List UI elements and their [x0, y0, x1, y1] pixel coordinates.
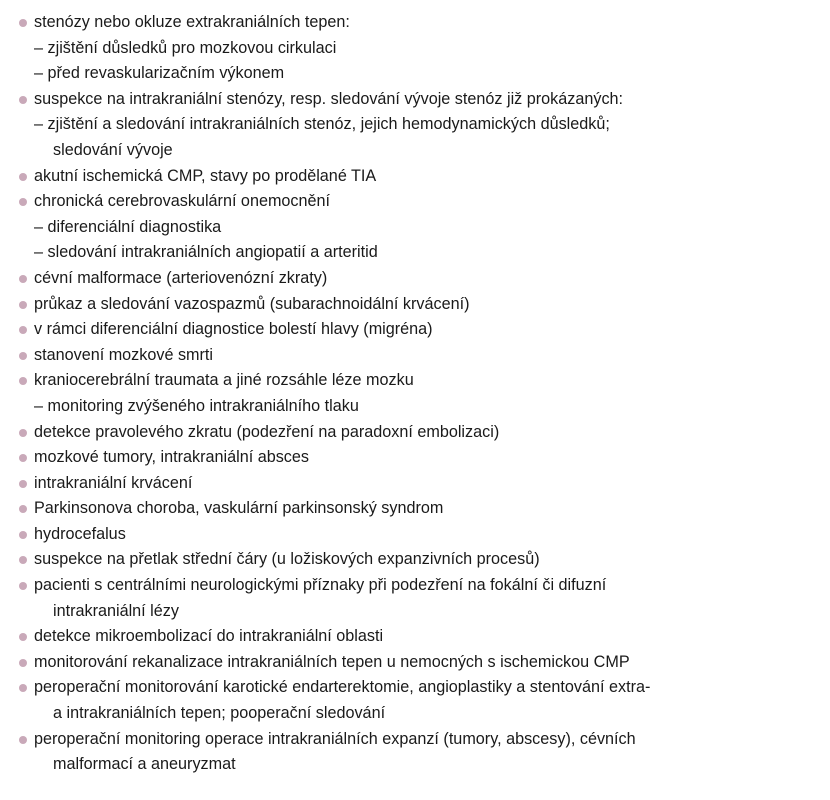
list-item-text: stanovení mozkové smrti	[34, 345, 214, 364]
list-item	[18, 266, 806, 292]
list-item	[18, 573, 806, 599]
list-item-text: cévní malformace (arteriovenózní zkraty)	[34, 268, 328, 287]
bullet-dot-icon	[19, 480, 27, 488]
list-item	[18, 343, 806, 369]
list-item-text: – diferenciální diagnostika	[34, 217, 222, 236]
list-item-text: chronická cerebrovaskulární onemocnění	[34, 192, 331, 211]
sub-list-item	[18, 61, 806, 87]
list-item	[18, 87, 806, 113]
sub-list-item	[18, 240, 806, 266]
list-item	[18, 522, 806, 548]
list-item-text: mozkové tumory, intrakraniální absces	[34, 448, 309, 467]
bullet-dot-icon	[19, 326, 27, 334]
list-item-text: – před revaskularizačním výkonem	[34, 64, 285, 83]
list-item-text: sledování vývoje	[53, 140, 173, 159]
bullet-dot-icon	[19, 454, 27, 462]
list-item-text: – sledování intrakraniálních angiopatií a arteritid	[34, 243, 378, 262]
list-item-text: malformací a aneuryzmat	[53, 755, 236, 774]
list-item	[18, 650, 806, 676]
bullet-dot-icon	[19, 19, 27, 27]
list-item-text: detekce pravolevého zkratu (podezření na paradoxní embolizaci)	[34, 422, 500, 441]
list-item-text: průkaz a sledování vazospazmů (subarachnoidální krvácení)	[34, 294, 470, 313]
list-item-text: stenózy nebo okluze extrakraniálních tepen:	[34, 13, 350, 31]
list-item	[18, 496, 806, 522]
bullet-dot-icon	[19, 556, 27, 564]
bullet-dot-icon	[19, 275, 27, 283]
list-item	[18, 10, 806, 36]
list-item-text: peroperační monitoring operace intrakraniálních expanzí (tumory, abscesy), cévních	[34, 729, 636, 748]
indications-list	[18, 10, 806, 778]
bullet-dot-icon	[19, 633, 27, 641]
list-item-text: suspekce na přetlak střední čáry (u ložiskových expanzivních procesů)	[34, 550, 540, 569]
list-item	[18, 727, 806, 753]
list-item-text: monitorování rekanalizace intrakraniálních tepen u nemocných s ischemickou CMP	[34, 652, 630, 671]
list-item-continuation	[18, 752, 806, 778]
sub-list-item	[18, 394, 806, 420]
list-item-text: hydrocefalus	[34, 524, 126, 543]
list-item-text: – monitoring zvýšeného intrakraniálního tlaku	[34, 396, 359, 415]
list-item	[18, 317, 806, 343]
list-item	[18, 445, 806, 471]
bullet-dot-icon	[19, 352, 27, 360]
list-item-continuation	[18, 701, 806, 727]
sub-list-item	[18, 112, 806, 138]
bullet-dot-icon	[19, 173, 27, 181]
bullet-dot-icon	[19, 582, 27, 590]
bullet-dot-icon	[19, 301, 27, 309]
list-item	[18, 624, 806, 650]
bullet-dot-icon	[19, 505, 27, 513]
list-item-text: kraniocerebrální traumata a jiné rozsáhle léze mozku	[34, 371, 414, 390]
list-item-text: intrakraniální krvácení	[34, 473, 193, 492]
bullet-dot-icon	[19, 659, 27, 667]
list-item	[18, 189, 806, 215]
bullet-dot-icon	[19, 96, 27, 104]
list-item	[18, 292, 806, 318]
list-item	[18, 164, 806, 190]
bullet-dot-icon	[19, 198, 27, 206]
list-item-text: suspekce na intrakraniální stenózy, resp. sledování vývoje stenóz již prokázaných:	[34, 89, 624, 108]
list-item-text: – zjištění důsledků pro mozkovou cirkulaci	[34, 38, 337, 57]
list-item-text: pacienti s centrálními neurologickými příznaky při podezření na fokální či difuzní	[34, 576, 607, 595]
bullet-dot-icon	[19, 429, 27, 437]
list-item	[18, 368, 806, 394]
list-item	[18, 471, 806, 497]
sub-list-item	[18, 215, 806, 241]
list-item-text: akutní ischemická CMP, stavy po prodělané TIA	[34, 166, 377, 185]
list-item-text: v rámci diferenciální diagnostice bolestí hlavy (migréna)	[34, 320, 433, 339]
list-item-text: Parkinsonova choroba, vaskulární parkinsonský syndrom	[34, 499, 444, 518]
list-item-text: detekce mikroembolizací do intrakraniální oblasti	[34, 627, 384, 646]
bullet-dot-icon	[19, 736, 27, 744]
list-item-text: a intrakraniálních tepen; pooperační sledování	[53, 704, 386, 723]
list-item-continuation	[18, 138, 806, 164]
bullet-dot-icon	[19, 377, 27, 385]
sub-list-item	[18, 36, 806, 62]
bullet-dot-icon	[19, 531, 27, 539]
list-item-text: intrakraniální lézy	[53, 601, 179, 620]
list-item-continuation	[18, 599, 806, 625]
list-item	[18, 547, 806, 573]
list-item	[18, 420, 806, 446]
bullet-dot-icon	[19, 684, 27, 692]
list-item-text: – zjištění a sledování intrakraniálních stenóz, jejich hemodynamických důsledků;	[34, 115, 610, 134]
list-item	[18, 675, 806, 701]
list-item-text: peroperační monitorování karotické endarterektomie, angioplastiky a stentování extra-	[34, 678, 651, 697]
